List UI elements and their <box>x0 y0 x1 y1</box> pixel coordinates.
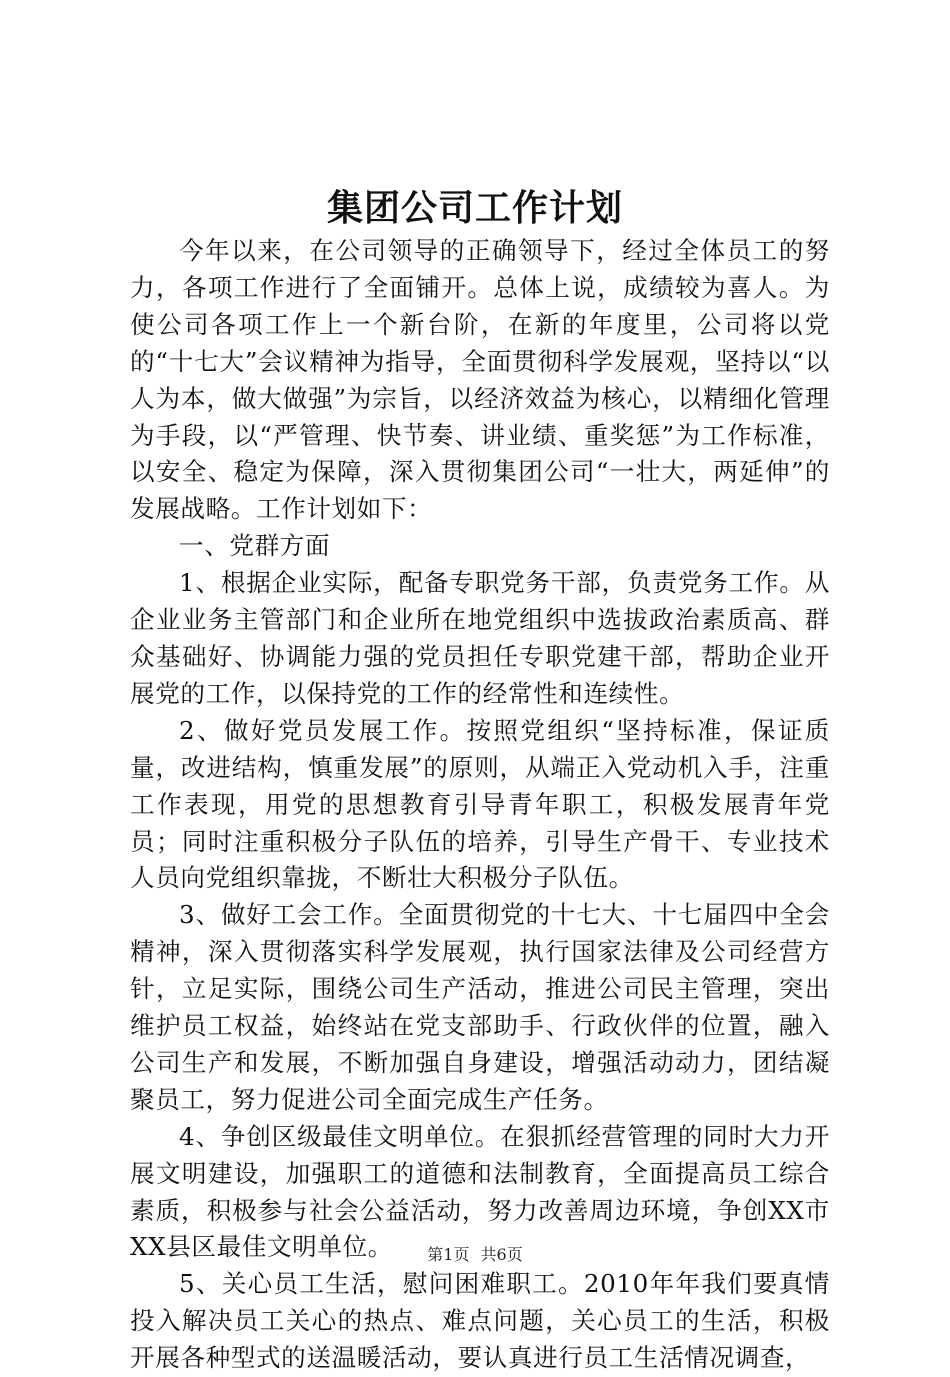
section-heading-party: 一、党群方面 <box>179 531 331 561</box>
paragraph-item-4: 4、争创区级最佳文明单位。在狠抓经营管理的同时大力开展文明建设，加强职工的道德和法制教育，全面提高员工综合素质，积极参与社会公益活动，努力改善周边环境，争创XX市XX县区最佳文明单位。 <box>130 1121 830 1262</box>
page-footer <box>0 1243 950 1267</box>
paragraph-item-2: 2、做好党员发展工作。按照党组织“坚持标准，保证质量，改进结构，慎重发展”的原则，从端正入党动机入手，注重工作表现，用党的思想教育引导青年职工，积极发展青年党员；同时注重积极分子队伍的培养，引导生产骨干、专业技术人员向党组织靠拢，不断壮大积极分子队伍。 <box>130 715 830 893</box>
document-title: 集团公司工作计划 <box>326 188 623 229</box>
page-total: 共6页 <box>480 1245 523 1264</box>
document-body <box>130 233 830 1377</box>
paragraph-intro: 今年以来，在公司领导的正确领导下，经过全体员工的努力，各项工作进行了全面铺开。总体上说，成绩较为喜人。为使公司各项工作上一个新台阶，在新的年度里，公司将以党的“十七大”会议精神为指导，全面贯彻科学发展观，坚持以“以人为本，做大做强”为宗旨，以经济效益为核心，以精细化管理为手段，以“严管理、快节奏、讲业绩、重奖惩”为工作标准，以安全、稳定为保障，深入贯彻集团公司“一壮大，两延伸”的发展战略。工作计划如下： <box>130 236 830 524</box>
paragraph-item-3: 3、做好工会工作。全面贯彻党的十七大、十七届四中全会精神，深入贯彻落实科学发展观，执行国家法律及公司经营方针，立足实际，围绕公司生产活动，推进公司民主管理，突出维护员工权益，始终站在党支部助手、行政伙伴的位置，融入公司生产和发展，不断加强自身建设，增强活动动力，团结凝聚员工，努力促进公司全面完成生产任务。 <box>130 900 830 1114</box>
paragraph-item-1: 1、根据企业实际，配备专职党务干部，负责党务工作。从企业业务主管部门和企业所在地党组织中选拔政治素质高、群众基础好、协调能力强的党员担任专职党建干部，帮助企业开展党的工作，以保持党的工作的经常性和连续性。 <box>130 568 830 708</box>
page-number: 第1页 <box>427 1245 470 1264</box>
paragraph-item-5: 5、关心员工生活，慰问困难职工。2010年年我们要真情投入解决员工关心的热点、难点问题，关心员工的生活，积极开展各种型式的送温暖活动，要认真进行员工生活情况调查， <box>130 1269 830 1373</box>
